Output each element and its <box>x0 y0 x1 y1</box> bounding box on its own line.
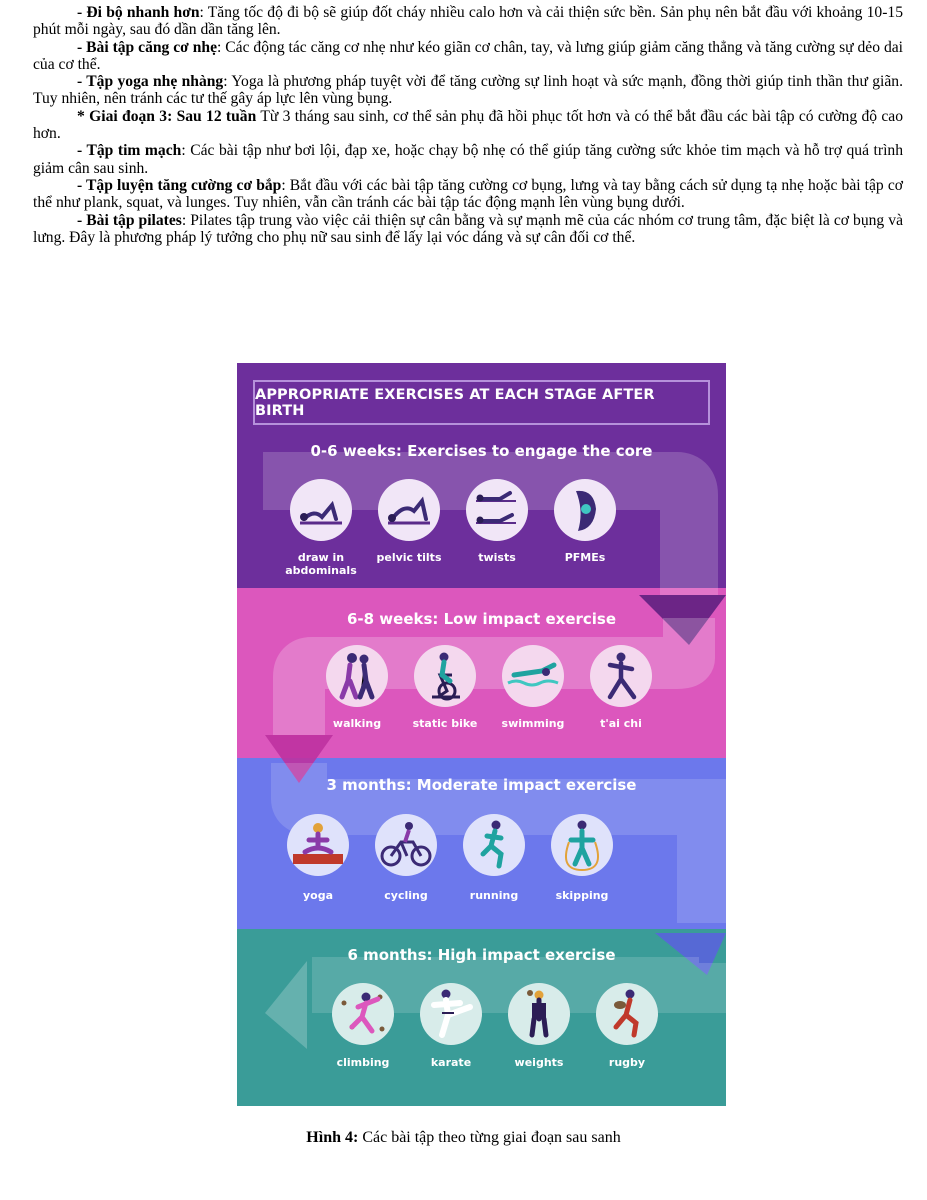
paragraph-heading: - Tập yoga nhẹ nhàng <box>77 73 224 91</box>
paragraph-stage-3 <box>33 108 903 143</box>
icon-row-stage-3 <box>237 814 726 876</box>
label-tai-chi: t'ai chi <box>600 717 642 730</box>
label-twists: twists <box>478 551 516 564</box>
karate-icon <box>420 983 482 1045</box>
label-rugby: rugby <box>608 1056 646 1069</box>
twists-icon <box>466 479 528 541</box>
label-walking: walking <box>332 717 382 730</box>
paragraph-heading: - Tập tim mạch <box>77 142 182 160</box>
caption-label: Hình 4: <box>306 1129 359 1146</box>
yoga-icon <box>287 814 349 876</box>
stage-title-6-8-weeks: 6-8 weeks: Low impact exercise <box>346 610 617 628</box>
label-cycling: cycling <box>384 889 428 902</box>
paragraph-cardio <box>33 142 903 177</box>
paragraph-body: : Bắt đầu với các bài tập tăng cường cơ bụng, lưng và tay bằng cách sử dụng tạ nhẹ hoặc bài tập cơ thể như plank, squat, và lunges. Tuy nhiên, vẫn cần tránh các bài tập tác động mạnh lên vùng bụng dưới. <box>33 176 903 212</box>
paragraph-heading: - Bài tập căng cơ nhẹ <box>77 38 218 56</box>
paragraph-body: : Các động tác căng cơ nhẹ như kéo giãn cơ chân, tay, và lưng giúp giảm căng thẳng và tăng cường sự dẻo dai của cơ thể. <box>33 38 903 73</box>
running-icon <box>463 814 525 876</box>
swimming-icon <box>502 645 564 707</box>
draw-in-abdominals-icon <box>290 479 352 541</box>
label-swimming: swimming <box>501 717 565 730</box>
exercise-stages-infographic <box>237 363 726 1106</box>
icon-row-stage-4 <box>237 983 726 1045</box>
paragraph-gentle-yoga <box>33 73 903 108</box>
walking-icon <box>326 645 388 707</box>
rugby-icon <box>596 983 658 1045</box>
label-pfmes: PFMEs <box>564 551 606 564</box>
paragraph-brisk-walking <box>33 4 903 39</box>
paragraph-heading: - Đi bộ nhanh hơn <box>77 4 200 21</box>
stage-title-6-months: 6 months: High impact exercise <box>347 946 616 964</box>
paragraph-body: : Yoga là phương pháp tuyệt vời để tăng cường sự linh hoạt và sức mạnh, đồng thời giúp tinh thần thư giãn. Tuy nhiên, nên tránh các tư thế gây áp lực lên vùng bụng. <box>33 73 903 108</box>
pelvic-tilts-icon <box>378 479 440 541</box>
label-karate: karate <box>430 1056 472 1069</box>
paragraph-strength <box>33 177 903 212</box>
label-yoga: yoga <box>302 889 334 902</box>
icon-row-stage-2 <box>237 645 726 707</box>
paragraph-body: Từ 3 tháng sau sinh, cơ thể sản phụ đã hồi phục tốt hơn và có thể bắt đầu các bài tập có cường độ cao hơn. <box>33 107 903 143</box>
label-draw-in-abdominals: draw in abdominals <box>285 551 357 577</box>
icon-row-stage-1 <box>237 479 726 541</box>
label-weights: weights <box>514 1056 564 1069</box>
label-skipping: skipping <box>555 889 609 902</box>
stage-title-0-6-weeks: 0-6 weeks: Exercises to engage the core <box>310 442 653 460</box>
paragraph-heading: - Tập luyện tăng cường cơ bắp <box>77 176 282 194</box>
paragraph-body: : Pilates tập trung vào việc cải thiện sự cân bằng và sự mạnh mẽ của các nhóm cơ trung tâm, đặc biệt là cơ bụng và lưng. Đây là phương pháp lý tưởng cho phụ nữ sau sinh để lấy lại vóc dáng và sự cân đối cơ thể. <box>33 211 904 246</box>
stage-title-3-months: 3 months: Moderate impact exercise <box>326 776 637 794</box>
weights-icon <box>508 983 570 1045</box>
pfmes-pelvis-icon <box>554 479 616 541</box>
label-pelvic-tilts: pelvic tilts <box>376 551 442 564</box>
climbing-icon <box>332 983 394 1045</box>
figure-caption <box>0 1129 927 1147</box>
caption-text: Các bài tập theo từng giai đoạn sau sanh <box>358 1129 621 1146</box>
skipping-icon <box>551 814 613 876</box>
infographic-title: APPROPRIATE EXERCISES AT EACH STAGE AFTER BIRTH <box>253 380 710 425</box>
paragraph-light-stretching <box>33 39 903 74</box>
static-bike-icon <box>414 645 476 707</box>
body-text <box>33 4 903 246</box>
paragraph-heading: - Bài tập pilates <box>77 211 182 229</box>
paragraph-heading: * Giai đoạn 3: Sau 12 tuần <box>77 107 257 125</box>
label-static-bike: static bike <box>412 717 478 730</box>
cycling-icon <box>375 814 437 876</box>
paragraph-body: : Tăng tốc độ đi bộ sẽ giúp đốt cháy nhiều calo hơn và cải thiện sức bền. Sản phụ nên bắt đầu với khoảng 10-15 phút mỗi ngày, sau đó dần dần tăng lên. <box>33 4 903 39</box>
paragraph-body: : Các bài tập như bơi lội, đạp xe, hoặc chạy bộ nhẹ có thể giúp tăng cường sức khỏe tim mạch và hỗ trợ quá trình giảm cân sau sinh. <box>33 142 904 177</box>
paragraph-pilates <box>33 212 903 247</box>
label-running: running <box>469 889 519 902</box>
label-climbing: climbing <box>336 1056 390 1069</box>
tai-chi-icon <box>590 645 652 707</box>
